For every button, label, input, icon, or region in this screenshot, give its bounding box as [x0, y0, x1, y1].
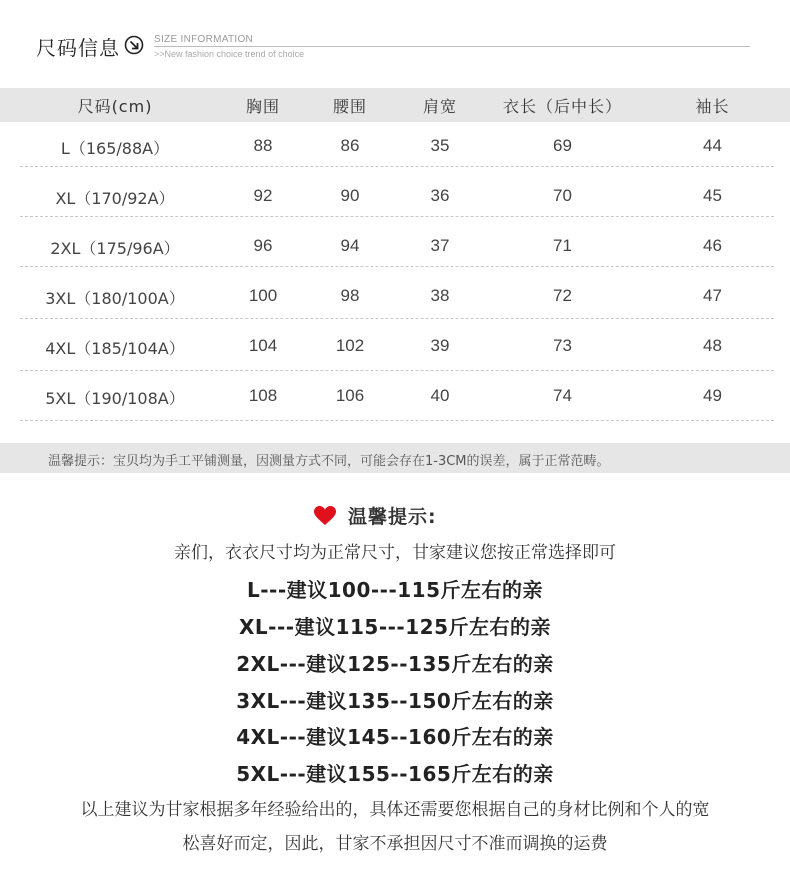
cell-waist: 102: [335, 336, 365, 355]
suggestion-line: 3XL---建议135--150斤左右的亲: [236, 689, 554, 713]
col-header-length: 衣长（后中长）: [502, 97, 622, 116]
cell-chest: 92: [253, 186, 273, 205]
table-row: [0, 272, 790, 322]
cell-chest: 104: [248, 336, 278, 355]
row-divider: [20, 266, 774, 267]
cell-chest: 88: [253, 136, 273, 155]
tips-footer-line-1: 以上建议为甘家根据多年经验给出的，具体还需要您根据自己的身材比例和个人的宽: [80, 800, 710, 820]
cell-size: 4XL（185/104A）: [45, 339, 185, 358]
table-row: [0, 122, 790, 172]
cell-size: L（165/88A）: [60, 139, 170, 158]
cell-shoulder: 39: [430, 336, 450, 355]
cell-chest: 96: [253, 236, 273, 255]
section-subtitle-en: SIZE INFORMATION: [154, 34, 254, 45]
cell-length: 72: [553, 286, 572, 305]
measurement-note: [0, 443, 790, 473]
table-row: [0, 172, 790, 222]
cell-size: XL（170/92A）: [55, 189, 175, 208]
cell-chest: 108: [248, 386, 278, 405]
suggestion-line: 2XL---建议125--135斤左右的亲: [236, 652, 554, 676]
cell-size: 2XL（175/96A）: [50, 239, 180, 258]
col-header-chest: 胸围: [245, 97, 280, 116]
cell-length: 69: [553, 136, 572, 155]
col-header-shoulder: 肩宽: [422, 97, 457, 116]
measurement-note-text: 温馨提示：宝贝均为手工平铺测量，因测量方式不同，可能会存在1-3CM的误差，属于正常范畴。: [48, 454, 610, 469]
cell-size: 3XL（180/100A）: [45, 289, 185, 308]
cell-shoulder: 37: [430, 236, 450, 255]
cell-waist: 98: [340, 286, 360, 305]
cell-length: 74: [553, 386, 572, 405]
section-title: 尺码信息: [36, 36, 120, 60]
tips-intro: 亲们，衣衣尺寸均为正常尺寸，甘家建议您按正常选择即可: [174, 543, 616, 563]
cell-waist: 106: [335, 386, 365, 405]
size-table-header: [0, 88, 790, 122]
cell-waist: 86: [340, 136, 360, 155]
cell-shoulder: 38: [430, 286, 450, 305]
row-divider: [20, 370, 774, 371]
section-tagline-en: >>New fashion choice trend of choice: [154, 49, 305, 59]
cell-length: 71: [553, 236, 572, 255]
cell-shoulder: 35: [430, 136, 450, 155]
suggestion-line: 4XL---建议145--160斤左右的亲: [236, 725, 554, 749]
row-divider: [20, 166, 774, 167]
suggestion-line: XL---建议115---125斤左右的亲: [239, 615, 551, 639]
suggestion-line: 5XL---建议155--165斤左右的亲: [236, 762, 554, 786]
cell-shoulder: 36: [430, 186, 450, 205]
cell-length: 70: [553, 186, 572, 205]
row-divider: [20, 216, 774, 217]
cell-size: 5XL（190/108A）: [45, 389, 185, 408]
cell-sleeve: 45: [703, 186, 722, 205]
suggestion-line: L---建议100---115斤左右的亲: [246, 578, 544, 602]
tips-footer-line-2: 松喜好而定，因此，甘家不承担因尺寸不准而调换的运费: [182, 834, 608, 854]
cell-waist: 90: [340, 186, 360, 205]
col-header-sleeve: 袖长: [695, 97, 730, 116]
tips-title: [0, 500, 790, 530]
cell-shoulder: 40: [430, 386, 450, 405]
table-row: [0, 322, 790, 372]
header-divider: [154, 46, 750, 47]
section-header: [36, 30, 756, 70]
cell-sleeve: 44: [703, 136, 722, 155]
cell-length: 73: [553, 336, 572, 355]
table-row: [0, 372, 790, 422]
tips-title-text: 温馨提示:: [348, 506, 437, 528]
heart-icon: [314, 506, 336, 526]
cell-sleeve: 48: [703, 336, 722, 355]
col-header-size: 尺码(cm): [77, 97, 153, 116]
row-divider: [20, 318, 774, 319]
cell-sleeve: 47: [703, 286, 722, 305]
cell-sleeve: 46: [703, 236, 722, 255]
col-header-waist: 腰围: [332, 97, 367, 116]
arrow-down-right-circle-icon: [124, 35, 144, 55]
cell-chest: 100: [248, 286, 278, 305]
cell-waist: 94: [340, 236, 360, 255]
row-divider: [20, 420, 774, 421]
cell-sleeve: 49: [703, 386, 722, 405]
table-row: [0, 222, 790, 272]
